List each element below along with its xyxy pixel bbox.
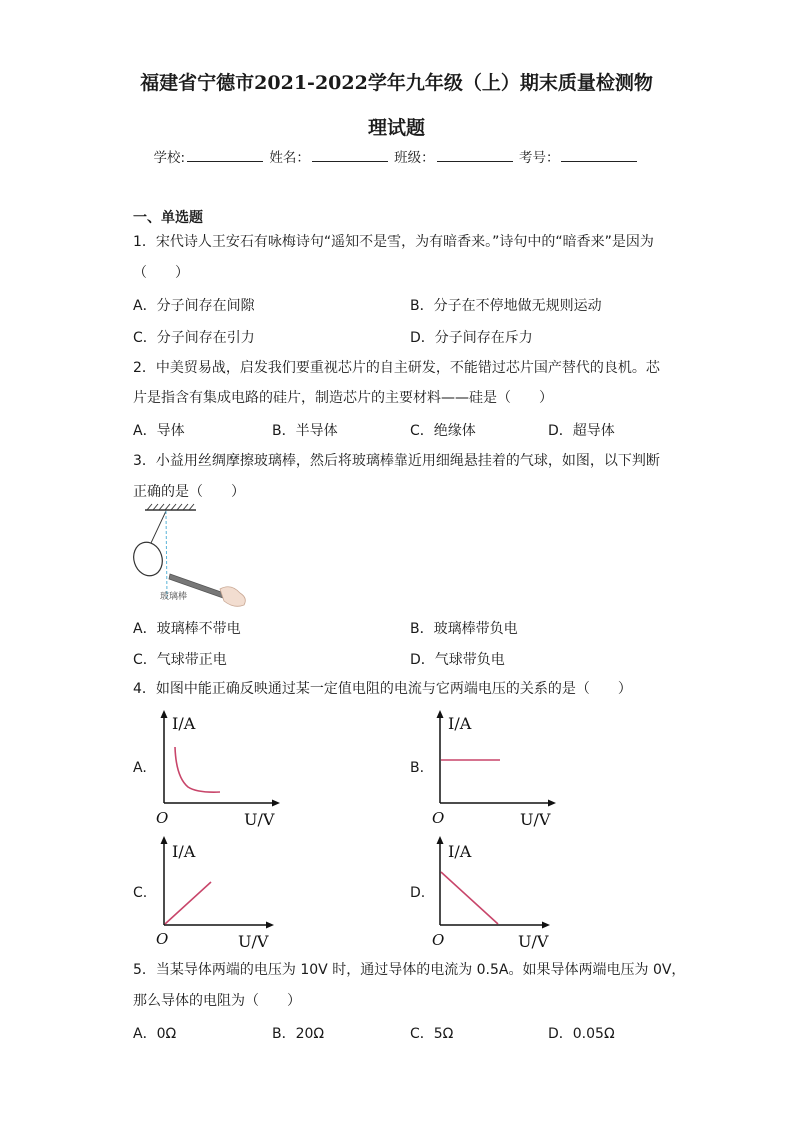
q2-option-a[interactable]: A．导体	[133, 423, 185, 439]
x-axis-label: U/V	[244, 810, 275, 829]
question-1-stem-cont: （ ）	[133, 265, 189, 281]
decreasing-line	[441, 872, 498, 924]
question-5-stem-cont: 那么导体的电阻为（ ）	[133, 993, 301, 1009]
q4-graph-a[interactable]	[152, 705, 287, 830]
class-blank[interactable]	[437, 148, 513, 162]
q1-option-d[interactable]: D．分子间存在斥力	[410, 330, 533, 346]
x-axis-label: U/V	[520, 810, 551, 829]
question-1-stem: 1．宋代诗人王安石有咏梅诗句“遥知不是雪，为有暗香来。”诗句中的“暗香来”是因为	[133, 234, 654, 250]
q5-option-d[interactable]: D．0.05Ω	[548, 1026, 615, 1042]
q2-option-d[interactable]: D．超导体	[548, 423, 615, 439]
q2-option-c[interactable]: C．绝缘体	[410, 423, 476, 439]
name-label: 姓名：	[269, 150, 310, 166]
proportional-line	[165, 882, 211, 924]
question-3-stem-cont: 正确的是（ ）	[133, 484, 245, 500]
y-axis-label: I/A	[448, 842, 472, 861]
name-blank[interactable]	[312, 148, 388, 162]
origin-label: O	[156, 809, 169, 827]
origin-label: O	[432, 809, 445, 827]
q4-option-c-label[interactable]: C.	[133, 885, 148, 901]
question-2-stem-cont: 片是指含有集成电路的硅片，制造芯片的主要材料——硅是（ ）	[133, 390, 553, 406]
q3-option-d[interactable]: D．气球带负电	[410, 652, 505, 668]
balloon-glass-rod-figure	[128, 503, 253, 611]
glass-rod-label: 玻璃棒	[160, 592, 188, 602]
q2-option-b[interactable]: B．半导体	[272, 423, 338, 439]
q1-option-c[interactable]: C．分子间存在引力	[133, 330, 255, 346]
question-4-stem: 4．如图中能正确反映通过某一定值电阻的电流与它两端电压的关系的是（ ）	[133, 681, 632, 697]
q5-option-a[interactable]: A．0Ω	[133, 1026, 177, 1042]
q4-graph-d[interactable]	[428, 832, 563, 954]
q1-option-b[interactable]: B．分子在不停地做无规则运动	[410, 298, 602, 314]
y-axis-label: I/A	[172, 714, 196, 733]
exam-number-label: 考号：	[518, 150, 560, 166]
y-axis-label: I/A	[448, 714, 472, 733]
school-blank[interactable]	[187, 148, 263, 162]
question-3-stem: 3．小益用丝绸摩擦玻璃棒，然后将玻璃棒靠近用细绳悬挂着的气球，如图，以下判断	[133, 453, 660, 469]
student-info-line	[0, 146, 793, 166]
section-heading: 一、单选题	[133, 210, 203, 226]
q4-graph-b[interactable]	[428, 705, 563, 830]
class-label: 班级：	[394, 150, 435, 166]
q4-option-a-label[interactable]: A.	[133, 760, 147, 776]
school-label: 学校:	[153, 150, 186, 166]
q4-graph-c[interactable]	[152, 832, 287, 954]
page-title: 福建省宁德市2021-2022学年九年级（上）期末质量检测物	[140, 72, 653, 94]
q4-option-d-label[interactable]: D.	[410, 885, 426, 901]
q5-option-b[interactable]: B．20Ω	[272, 1026, 325, 1042]
question-2-stem: 2．中美贸易战，启发我们要重视芯片的自主研发，不能错过芯片国产替代的良机。芯	[133, 360, 660, 376]
origin-label: O	[432, 931, 445, 949]
inverse-curve	[175, 747, 220, 792]
page-title-continued: 理试题	[367, 117, 425, 139]
exam-number-blank[interactable]	[561, 148, 637, 162]
q3-option-a[interactable]: A．玻璃棒不带电	[133, 621, 241, 637]
q3-option-b[interactable]: B．玻璃棒带负电	[410, 621, 518, 637]
q3-option-c[interactable]: C．气球带正电	[133, 652, 227, 668]
question-5-stem: 5．当某导体两端的电压为 10V 时，通过导体的电流为 0.5A。如果导体两端电压为 0V，	[133, 962, 686, 978]
q5-option-c[interactable]: C．5Ω	[410, 1026, 454, 1042]
q4-option-b-label[interactable]: B.	[410, 760, 425, 776]
y-axis-label: I/A	[172, 842, 196, 861]
x-axis-label: U/V	[238, 932, 269, 951]
q1-option-a[interactable]: A．分子间存在间隙	[133, 298, 255, 314]
origin-label: O	[156, 930, 169, 948]
x-axis-label: U/V	[518, 932, 549, 951]
